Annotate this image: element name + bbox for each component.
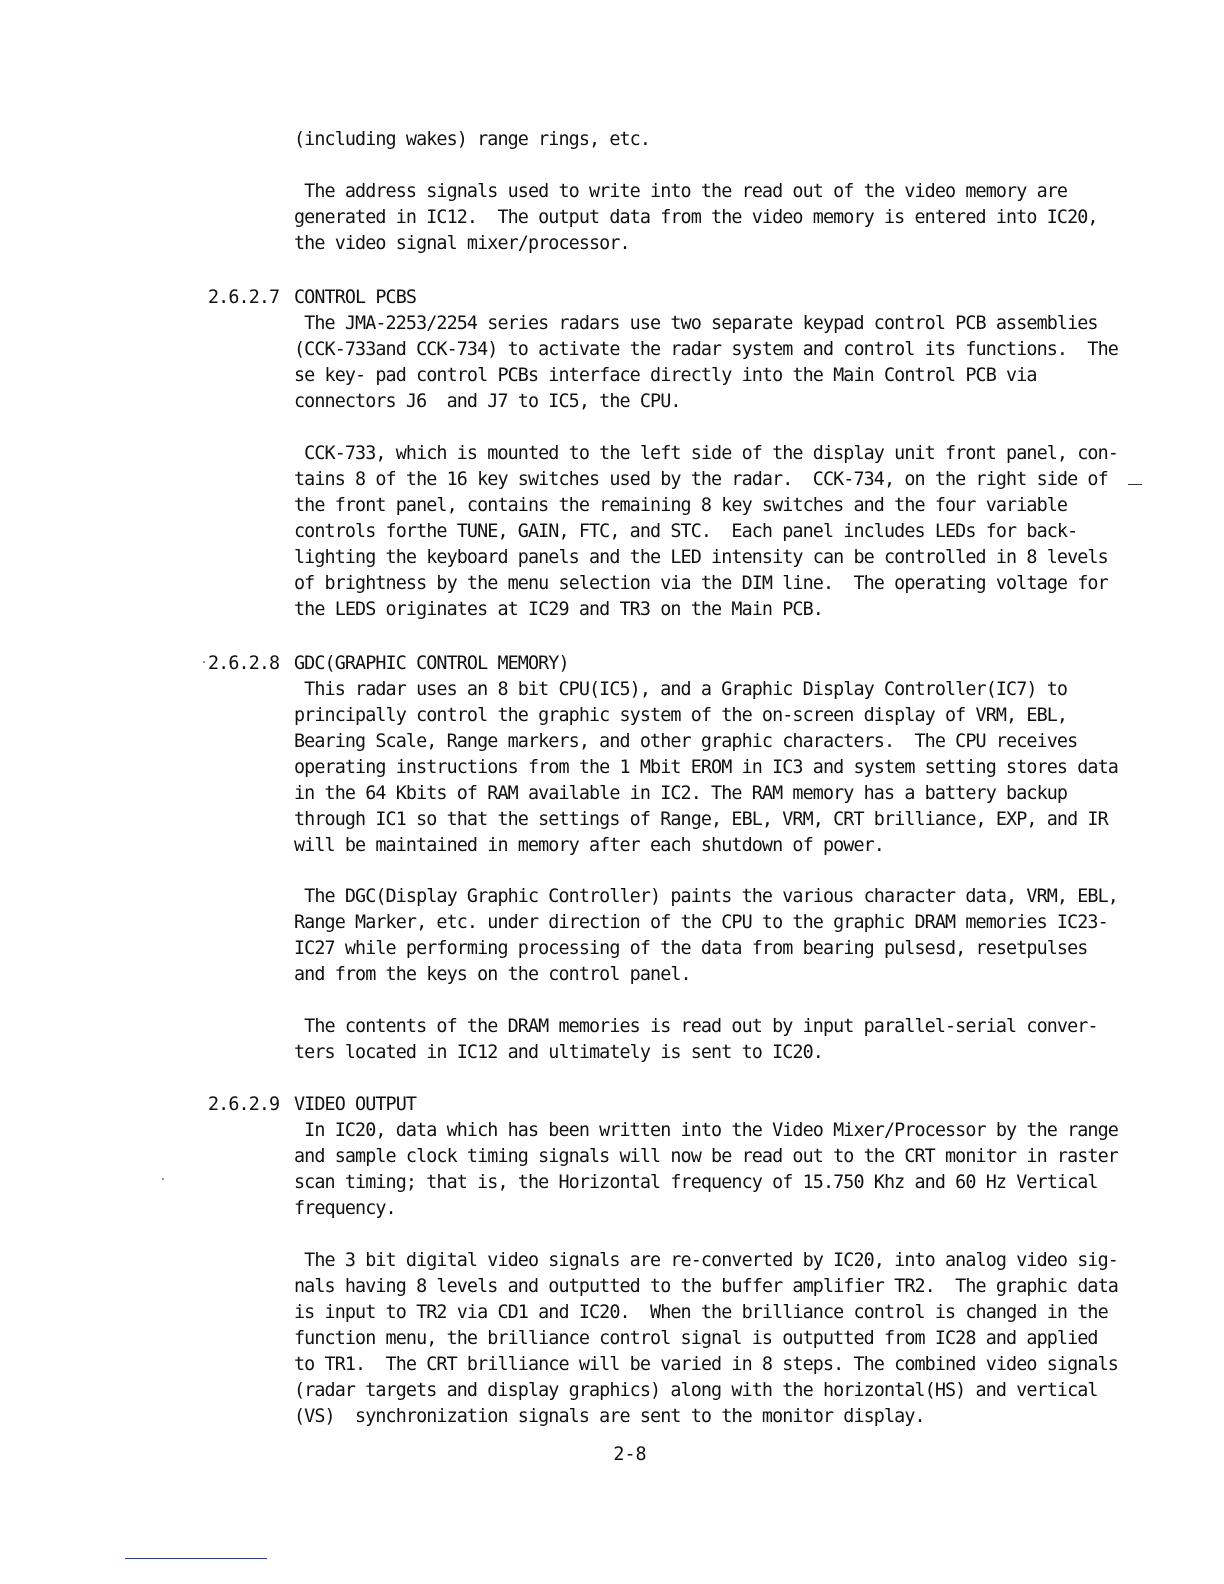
body-line: In IC20, data which has been written into the Video Mixer/Processor by the range (294, 1120, 1118, 1141)
section-title: VIDEO OUTPUT (294, 1094, 417, 1115)
body-line: of brightness by the menu selection via the DIM line. The operating voltage for (294, 573, 1108, 594)
body-line: to TR1. The CRT brilliance will be varied in 8 steps. The combined video signals (294, 1354, 1118, 1375)
body-line: se key- pad control PCBs interface directly into the Main Control PCB via (294, 365, 1037, 386)
body-line: tains 8 of the 16 key switches used by the radar. CCK-734, on the right side of (294, 469, 1108, 490)
body-line: The JMA-2253/2254 series radars use two separate keypad control PCB assemblies (294, 313, 1098, 334)
body-line: operating instructions from the 1 Mbit EROM in IC3 and system setting stores data (294, 757, 1118, 778)
section-number: 2.6.2.9 (208, 1094, 280, 1115)
body-line: the LEDS originates at IC29 and TR3 on the Main PCB. (294, 599, 823, 620)
body-line: (radar targets and display graphics) along with the horizontal(HS) and vertical (294, 1380, 1098, 1401)
section-title: CONTROL PCBS (294, 287, 417, 308)
body-line: (including wakes) range rings, etc. (294, 129, 651, 150)
body-line: The contents of the DRAM memories is read out by input parallel-serial conver- (294, 1016, 1098, 1037)
body-line: principally control the graphic system of the on-screen display of VRM, EBL, (294, 705, 1068, 726)
body-line: nals having 8 levels and outputted to the buffer amplifier TR2. The graphic data (294, 1276, 1118, 1297)
section-number: 2.6.2.8 (208, 653, 280, 674)
scan-speck (162, 1178, 164, 1180)
body-line: (VS) synchronization signals are sent to the monitor display. (294, 1406, 925, 1427)
body-line: and from the keys on the control panel. (294, 964, 691, 985)
body-line: through IC1 so that the settings of Range, EBL, VRM, CRT brilliance, EXP, and IR (294, 809, 1108, 830)
body-line: Range Marker, etc. under direction of the CPU to the graphic DRAM memories IC23- (294, 912, 1108, 933)
body-line: will be maintained in memory after each shutdown of power. (294, 835, 884, 856)
body-line: and sample clock timing signals will now be read out to the CRT monitor in raster (294, 1146, 1118, 1167)
margin-mark (1128, 484, 1142, 485)
body-line: The 3 bit digital video signals are re-converted by IC20, into analog video sig- (294, 1250, 1118, 1271)
scan-speck (203, 661, 205, 663)
footnote-rule (125, 1558, 267, 1559)
body-line: connectors J6 and J7 to IC5, the CPU. (294, 391, 681, 412)
body-line: is input to TR2 via CD1 and IC20. When the brilliance control is changed in the (294, 1302, 1108, 1323)
body-line: CCK-733, which is mounted to the left side of the display unit front panel, con- (294, 443, 1118, 464)
body-line: Bearing Scale, Range markers, and other graphic characters. The CPU receives (294, 731, 1078, 752)
body-line: The address signals used to write into the read out of the video memory are (294, 181, 1068, 202)
body-line: lighting the keyboard panels and the LED intensity can be controlled in 8 levels (294, 547, 1108, 568)
body-line: generated in IC12. The output data from the video memory is entered into IC20, (294, 207, 1098, 228)
body-line: The DGC(Display Graphic Controller) paints the various character data, VRM, EBL, (294, 886, 1118, 907)
body-line: (CCK-733and CCK-734) to activate the radar system and control its functions. The (294, 339, 1118, 360)
page-number: 2-8 (613, 1444, 647, 1465)
body-line: This radar uses an 8 bit CPU(IC5), and a Graphic Display Controller(IC7) to (294, 679, 1068, 700)
section-title: GDC(GRAPHIC CONTROL MEMORY) (294, 653, 569, 674)
body-line: controls forthe TUNE, GAIN, FTC, and STC. Each panel includes LEDs for back- (294, 521, 1078, 542)
body-line: in the 64 Kbits of RAM available in IC2. The RAM memory has a battery backup (294, 783, 1068, 804)
body-line: the video signal mixer/processor. (294, 233, 630, 254)
body-line: ters located in IC12 and ultimately is sent to IC20. (294, 1042, 823, 1063)
section-number: 2.6.2.7 (208, 287, 280, 308)
body-line: the front panel, contains the remaining 8 key switches and the four variable (294, 495, 1068, 516)
body-line: IC27 while performing processing of the data from bearing pulsesd, resetpulses (294, 938, 1088, 959)
body-line: scan timing; that is, the Horizontal frequency of 15.750 Khz and 60 Hz Vertical (294, 1172, 1098, 1193)
body-line: frequency. (294, 1198, 396, 1219)
body-line: function menu, the brilliance control signal is outputted from IC28 and applied (294, 1328, 1098, 1349)
